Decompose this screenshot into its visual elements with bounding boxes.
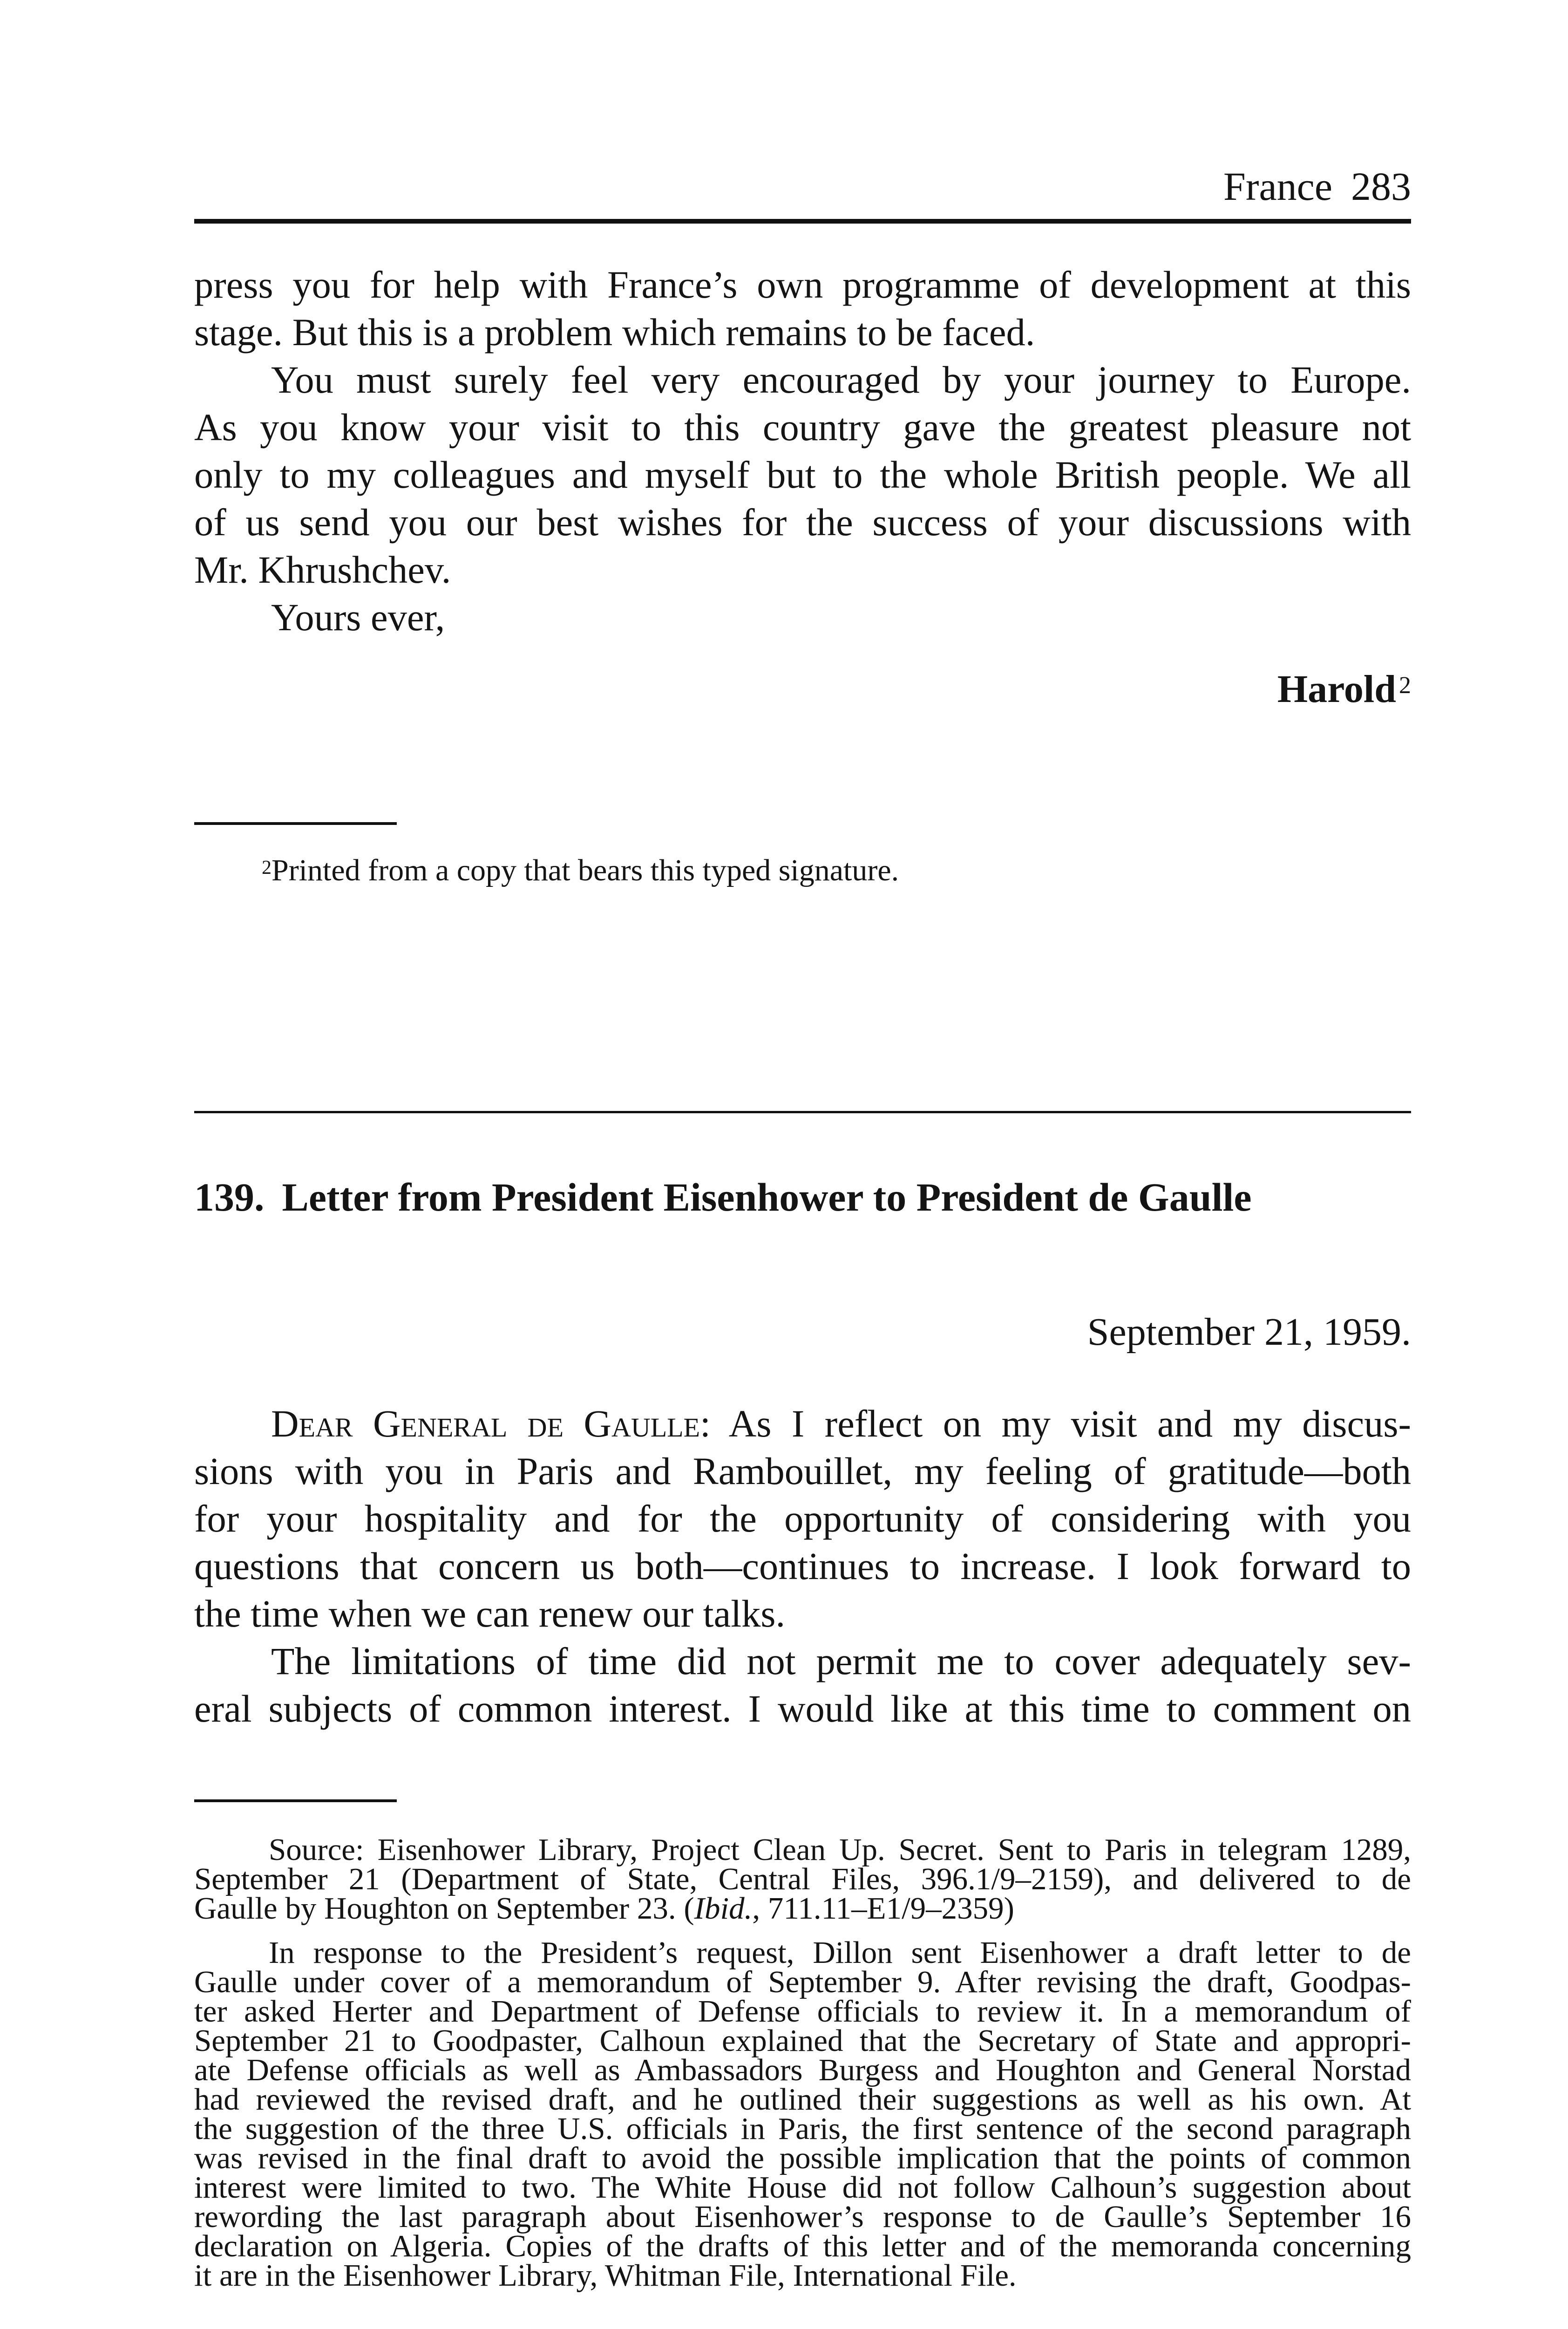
text-line: The limitations of time did not permit me to cover adequately sev-	[271, 1640, 1411, 1682]
text-line: As you know your visit to this country gave the greatest pleasure not	[194, 406, 1411, 449]
note-line: In response to the President’s request, Dillon sent Eisenhower a draft letter to de	[269, 1935, 1411, 1970]
text-line: eral subjects of common interest. I would like at this time to comment on	[194, 1687, 1411, 1730]
document-date: September 21, 1959.	[1087, 1310, 1411, 1354]
note-line: Gaulle under cover of a memorandum of September 9. After revising the draft, Goodpas-	[194, 1965, 1411, 1999]
note-line: had reviewed the revised draft, and he outlined their suggestions as well as his own. At	[194, 2082, 1411, 2117]
signature-name: Harold	[1277, 667, 1396, 711]
footnote-marker: 2	[262, 857, 272, 878]
running-head	[194, 163, 1411, 210]
letter-continuation	[194, 261, 1411, 641]
note-line	[194, 1891, 1411, 1926]
note-line: ter asked Herter and Department of Defense officials to review it. In a memorandum of	[194, 1994, 1411, 2029]
note-line: rewording the last paragraph about Eisenhower’s response to de Gaulle’s September 16	[194, 2200, 1411, 2234]
running-head-section: France	[1223, 164, 1332, 209]
text-line: of us send you our best wishes for the success of your discussions with	[194, 501, 1411, 544]
footnote-rule	[194, 822, 397, 825]
document-title: Letter from President Eisenhower to President de Gaulle	[282, 1175, 1252, 1219]
note-line: September 21 (Department of State, Central Files, 396.1/9–2159), and delivered to de	[194, 1862, 1411, 1896]
note-line: declaration on Algeria. Copies of the drafts of this letter and of the memoranda concerning	[194, 2229, 1411, 2263]
text-line: for your hospitality and for the opportunity of considering with you	[194, 1497, 1411, 1540]
running-head-rule	[194, 219, 1411, 224]
note-fragment: , 711.11–E1/9–2359)	[752, 1891, 1014, 1926]
editorial-note	[194, 1935, 1411, 2293]
text-fragment: As I reflect on my visit and my discus-	[728, 1402, 1411, 1445]
text-line: the time when we can renew our talks.	[194, 1592, 786, 1635]
footnote	[194, 852, 1411, 889]
note-line: Source: Eisenhower Library, Project Clean Up. Secret. Sent to Paris in telegram 1289,	[269, 1832, 1411, 1867]
closing: Yours ever,	[271, 596, 445, 639]
source-note	[194, 1832, 1411, 1926]
note-fragment: (	[684, 1891, 694, 1926]
text-line: questions that concern us both—continues to increase. I look forward to	[194, 1545, 1411, 1587]
ibid: Ibid.	[694, 1891, 753, 1926]
text-line: Mr. Khrushchev.	[194, 548, 451, 591]
section-rule	[194, 1111, 1411, 1113]
note-line: September 21 to Goodpaster, Calhoun explained that the Secretary of State and appropri-	[194, 2023, 1411, 2058]
note-line: it are in the Eisenhower Library, Whitman File, International File.	[194, 2258, 1017, 2293]
notes-rule	[194, 1799, 397, 1802]
text-line: press you for help with France’s own programme of development at this	[194, 263, 1411, 306]
note-line: the suggestion of the three U.S. officials in Paris, the first sentence of the second paragraph	[194, 2111, 1411, 2146]
text-line: sions with you in Paris and Rambouillet, my feeling of gratitude—both	[194, 1450, 1411, 1492]
note-line: interest were limited to two. The White House did not follow Calhoun’s suggestion about	[194, 2170, 1411, 2205]
note-line: ate Defense officials as well as Ambassadors Burgess and Houghton and General Norstad	[194, 2053, 1411, 2087]
text-line: You must surely feel very encouraged by your journey to Europe.	[271, 358, 1411, 401]
note-line: was revised in the final draft to avoid the possible implication that the points of common	[194, 2141, 1411, 2175]
text-line: only to my colleagues and myself but to the whole British people. We all	[194, 453, 1411, 496]
letter-body	[194, 1400, 1411, 1732]
page-number: 283	[1351, 164, 1411, 209]
text-line: stage. But this is a problem which remains to be faced.	[194, 311, 1035, 354]
signature	[194, 666, 1411, 713]
document-number: 139.	[194, 1175, 265, 1219]
footnote-ref: 2	[1399, 672, 1411, 699]
note-fragment: Gaulle by Houghton on September 23.	[194, 1891, 676, 1926]
notes	[194, 1832, 1411, 2305]
salutation: Dear General de Gaulle:	[271, 1402, 711, 1445]
footnote-text: Printed from a copy that bears this typed signature.	[272, 853, 899, 887]
text-line	[194, 1400, 1411, 1447]
document-heading	[194, 1174, 1411, 1220]
